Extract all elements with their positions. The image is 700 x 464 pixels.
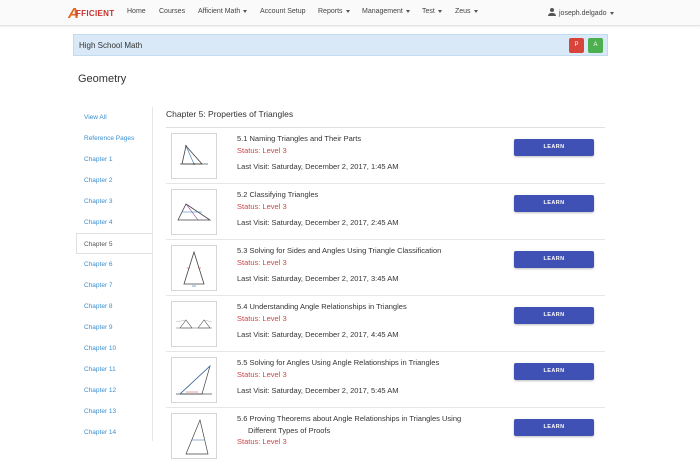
lesson-last-visit: Last Visit: Saturday, December 2, 2017, 1:45 AM (237, 162, 399, 171)
lesson-last-visit: Last Visit: Saturday, December 2, 2017, 4:45 AM (237, 330, 399, 339)
lesson-thumbnail (171, 413, 217, 459)
chevron-down-icon (610, 12, 614, 15)
sidebar-item-chapter-4[interactable]: Chapter 4 (84, 219, 113, 226)
lesson-status: Status: Level 3 (237, 258, 287, 267)
lesson-status: Status: Level 3 (237, 146, 287, 155)
lesson-thumbnail (171, 245, 217, 291)
lesson-thumbnail (171, 301, 217, 347)
logo-letter: A (68, 5, 79, 22)
lesson-row (166, 296, 605, 352)
sidebar-item-chapter-13[interactable]: Chapter 13 (84, 408, 117, 415)
lesson-row (166, 128, 605, 184)
lesson-thumbnail (171, 133, 217, 179)
lesson-thumbnail (171, 357, 217, 403)
a-button[interactable]: A (588, 38, 603, 53)
learn-button[interactable]: LEARN (514, 307, 594, 324)
nav-zeus[interactable] (455, 8, 478, 15)
lesson-row (166, 184, 605, 240)
lesson-last-visit: Last Visit: Saturday, December 2, 2017, 2:45 AM (237, 218, 399, 227)
chevron-down-icon (406, 10, 410, 13)
lesson-title: 5.3 Solving for Sides and Angles Using Triangle Classification (237, 246, 442, 255)
triangle-diagram-icon (172, 134, 216, 178)
subject-title: Geometry (78, 73, 127, 85)
sidebar-item-chapter-10[interactable]: Chapter 10 (84, 345, 117, 352)
sidebar-item-chapter-11[interactable]: Chapter 11 (84, 366, 116, 373)
p-button[interactable]: P (569, 38, 584, 53)
lesson-row (166, 408, 605, 464)
lesson-title: 5.4 Understanding Angle Relationships in Triangles (237, 302, 407, 311)
sidebar-item-reference-pages[interactable]: Reference Pages (84, 135, 135, 142)
lesson-row (166, 240, 605, 296)
triangle-diagram-icon (172, 246, 216, 290)
nav-management-label: Management (362, 8, 403, 15)
lesson-title: 5.2 Classifying Triangles (237, 190, 319, 199)
sidebar-item-chapter-2[interactable]: Chapter 2 (84, 177, 113, 184)
nav-test-label: Test (422, 8, 435, 15)
learn-button[interactable]: LEARN (514, 251, 594, 268)
user-name: joseph.delgado (559, 10, 607, 17)
learn-button[interactable]: LEARN (514, 139, 594, 156)
nav-afficient-math[interactable] (198, 8, 247, 15)
lesson-status: Status: Level 3 (237, 314, 287, 323)
top-navbar (0, 0, 700, 26)
triangle-diagram-icon (172, 190, 216, 234)
sidebar-item-chapter-14[interactable]: Chapter 14 (84, 429, 117, 436)
nav-reports[interactable] (318, 8, 350, 15)
user-menu[interactable] (548, 8, 614, 17)
nav-home[interactable]: Home (127, 8, 146, 15)
sidebar-item-chapter-5[interactable]: Chapter 5 (76, 233, 152, 254)
sidebar-item-chapter-12[interactable]: Chapter 12 (84, 387, 117, 394)
chevron-down-icon (243, 10, 247, 13)
lesson-status: Status: Level 3 (237, 202, 287, 211)
logo-text: FFICIENT (76, 9, 115, 18)
lesson-last-visit: Last Visit: Saturday, December 2, 2017, 5:45 AM (237, 386, 399, 395)
triangle-diagram-icon (172, 358, 216, 402)
lesson-title-continued: Different Types of Proofs (248, 426, 331, 435)
class-bar (73, 34, 608, 56)
chapter-title: Chapter 5: Properties of Triangles (166, 109, 294, 119)
sidebar-item-chapter-9[interactable]: Chapter 9 (84, 324, 113, 331)
triangle-diagram-icon (172, 302, 216, 346)
nav-afficient-math-label: Afficient Math (198, 8, 241, 15)
chevron-down-icon (474, 10, 478, 13)
lesson-last-visit: Last Visit: Saturday, December 2, 2017, 3:45 AM (237, 274, 399, 283)
nav-account-setup[interactable]: Account Setup (260, 8, 306, 15)
user-icon (548, 8, 556, 16)
chevron-down-icon (346, 10, 350, 13)
sidebar-item-chapter-3[interactable]: Chapter 3 (84, 198, 113, 205)
chevron-down-icon (438, 10, 442, 13)
nav-test[interactable] (422, 8, 442, 15)
nav-zeus-label: Zeus (455, 8, 471, 15)
lesson-title: 5.6 Proving Theorems about Angle Relationships in Triangles Using (237, 414, 462, 423)
sidebar-item-chapter-1[interactable]: Chapter 1 (84, 156, 113, 163)
lesson-title: 5.5 Solving for Angles Using Angle Relationships in Triangles (237, 358, 440, 367)
sidebar-item-chapter-6[interactable]: Chapter 6 (84, 261, 113, 268)
lesson-title: 5.1 Naming Triangles and Their Parts (237, 134, 362, 143)
nav-courses[interactable]: Courses (159, 8, 186, 15)
nav-management[interactable] (362, 8, 410, 15)
triangle-diagram-icon (172, 414, 216, 458)
sidebar-item-chapter-8[interactable]: Chapter 8 (84, 303, 113, 310)
sidebar-item-chapter-7[interactable]: Chapter 7 (84, 282, 113, 289)
learn-button[interactable]: LEARN (514, 363, 594, 380)
lesson-row (166, 352, 605, 408)
learn-button[interactable]: LEARN (514, 419, 594, 436)
sidebar-item-view-all[interactable]: View All (84, 114, 107, 121)
lesson-status: Status: Level 3 (237, 370, 287, 379)
sidebar-divider (152, 107, 153, 441)
class-title: High School Math (79, 41, 143, 50)
learn-button[interactable]: LEARN (514, 195, 594, 212)
lesson-status: Status: Level 3 (237, 437, 287, 446)
nav-reports-label: Reports (318, 8, 343, 15)
lesson-thumbnail (171, 189, 217, 235)
